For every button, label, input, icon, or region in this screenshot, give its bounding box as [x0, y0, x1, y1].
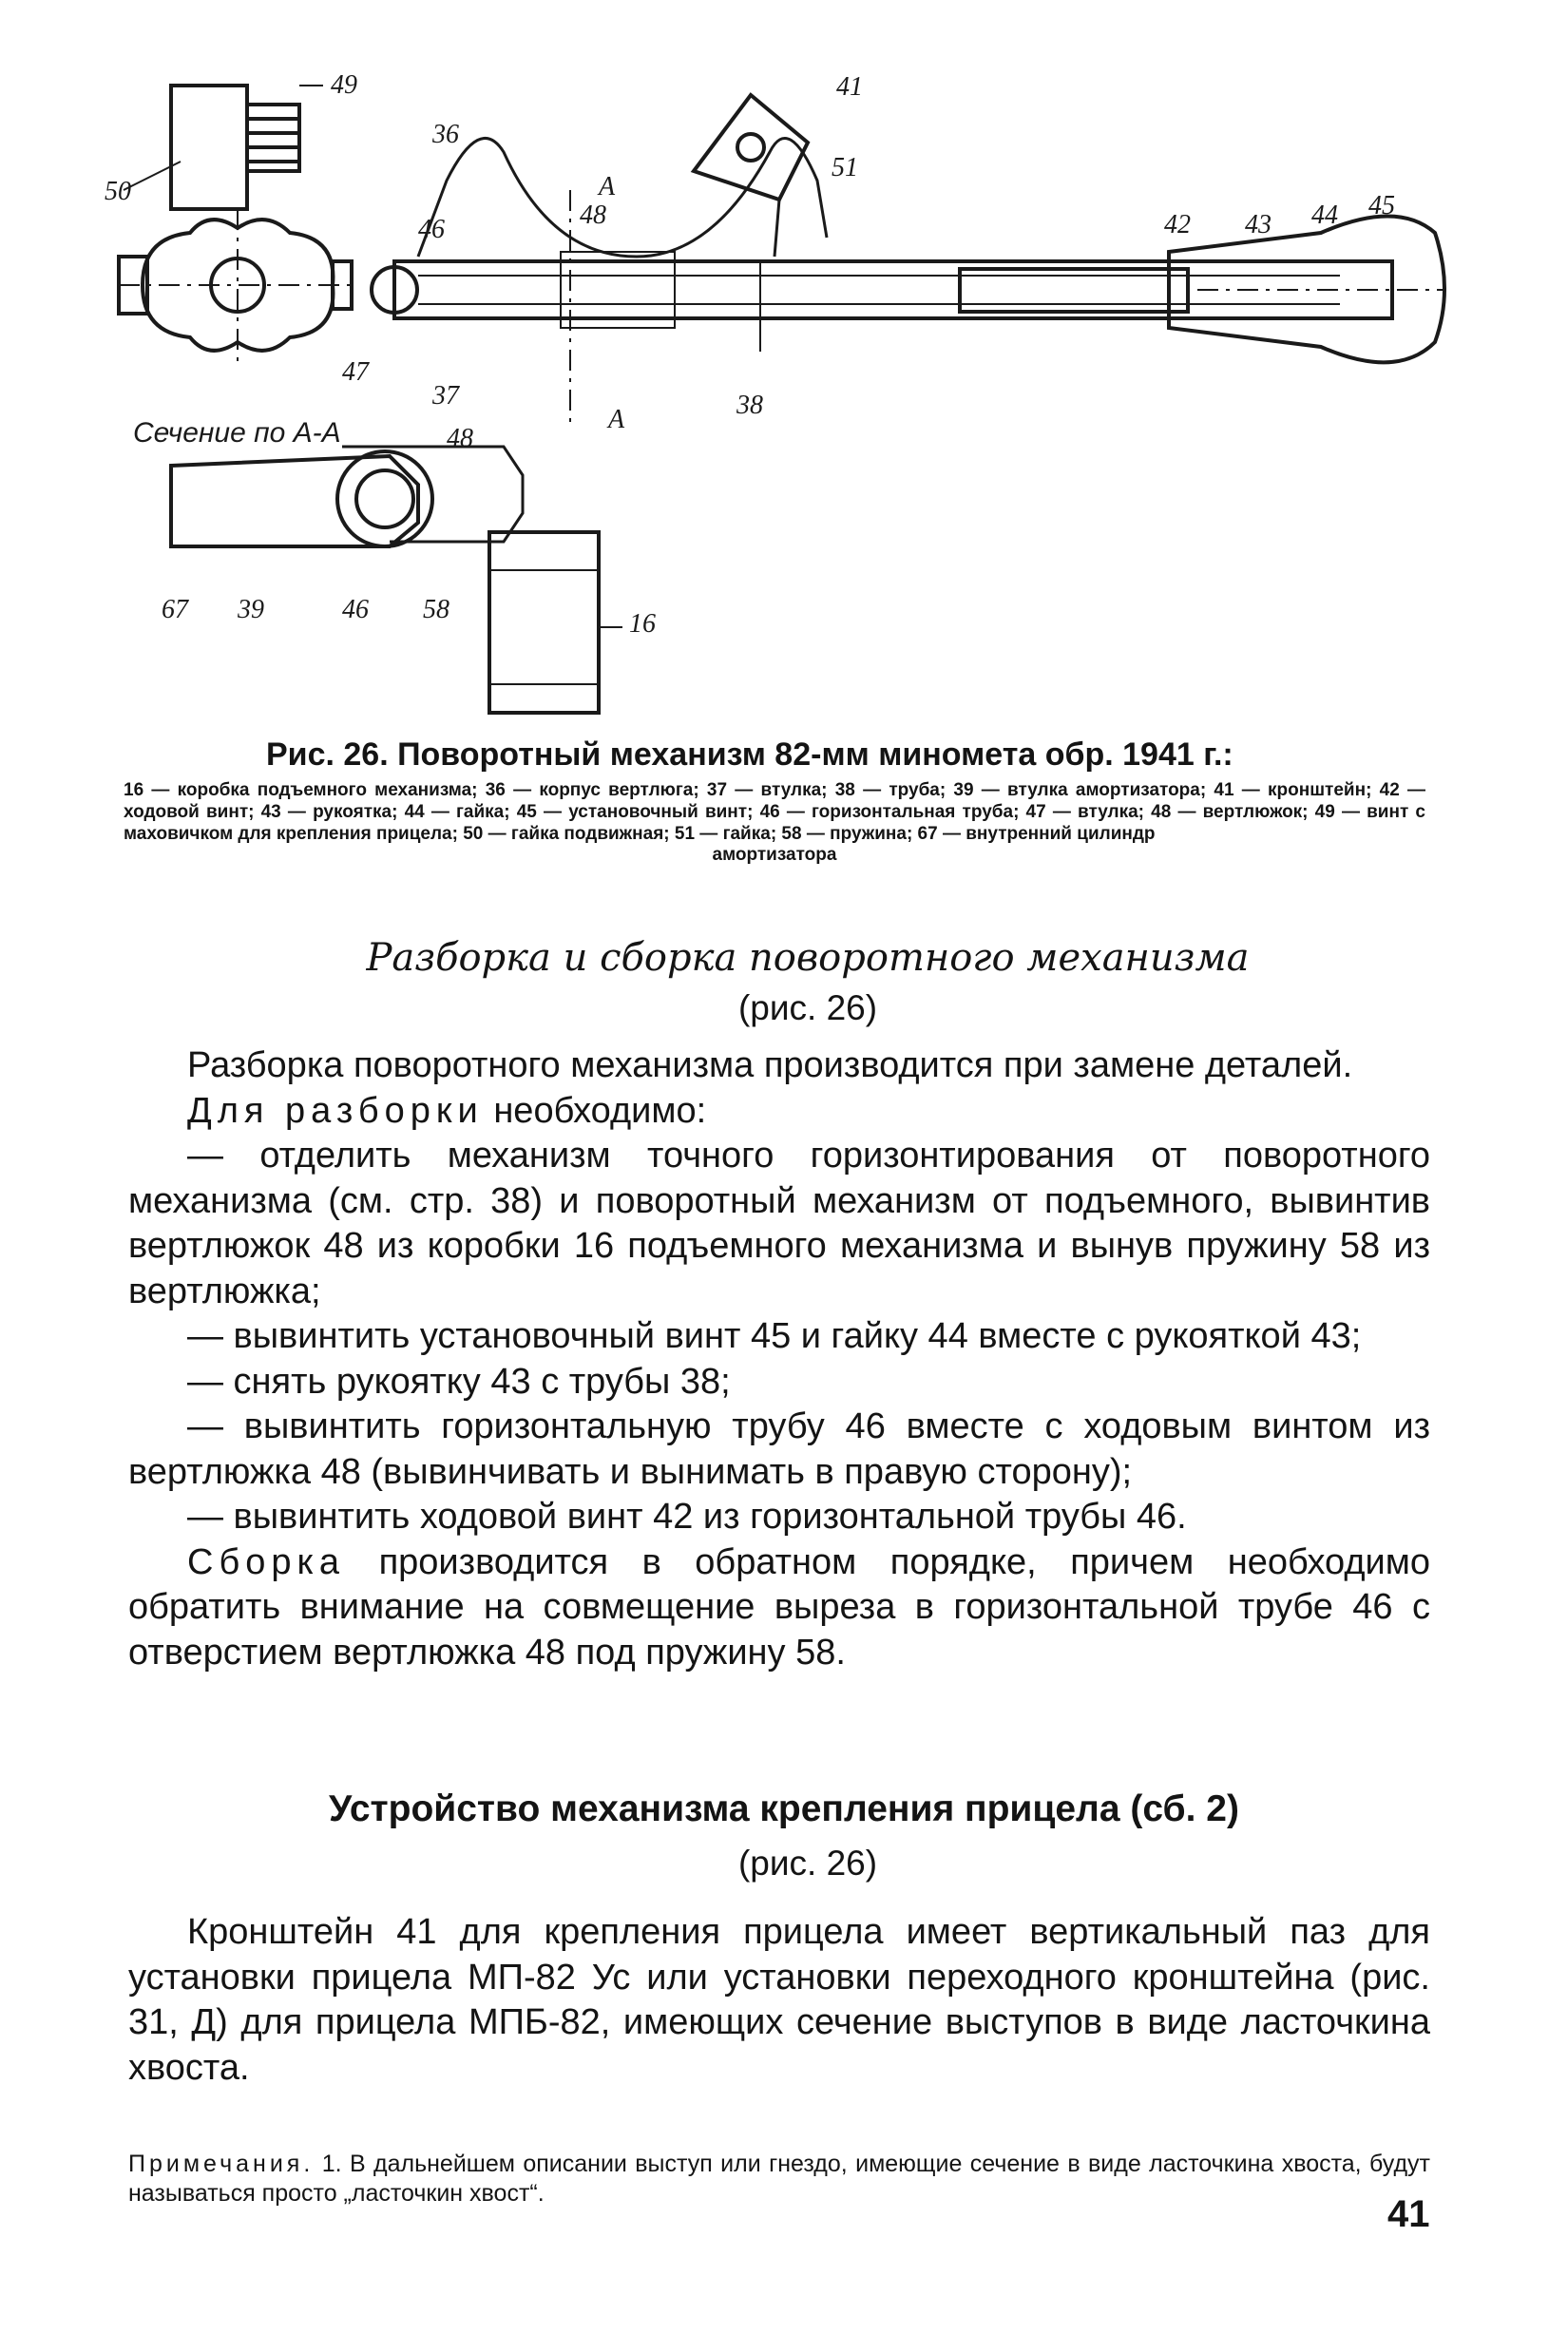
mechanism-drawing [105, 67, 1454, 732]
callout-46-top: 46 [418, 215, 445, 244]
step-1: — отделить механизм точного горизонтирования от поворотного механизма (см. стр. 38) и поворотный механизм от подъемного, вывинтив вертлюжок 48 из коробки 16 подъемного механизма и вынув пружину 58 из вертлюжка; [128, 1136, 1430, 1311]
section-label: Сечение по А-А [133, 417, 341, 449]
section-title-sight-mount: Устройство механизма крепления прицела (сб. 2) [329, 1788, 1239, 1829]
callout-41: 41 [836, 72, 863, 102]
callout-16: 16 [629, 609, 656, 639]
spaced-word-disassembly: Для разборки [187, 1090, 484, 1131]
figure-caption [124, 736, 1425, 866]
sight-mount-text [128, 1910, 1430, 2091]
callout-39: 39 [238, 595, 264, 624]
callout-38: 38 [736, 391, 763, 420]
disassembly-lead-rest: необходимо: [483, 1090, 707, 1131]
note-label: Примечания. [128, 2151, 315, 2177]
callout-48-top: 48 [580, 201, 606, 230]
caption-legend: 16 — коробка подъемного механизма; 36 — корпус вертлюга; 37 — втулка; 38 — труба; 39 — втулка амортизатора; 41 — кронштейн; 42 — ходовой винт; 43 — рукоятка; 44 — гайка; 45 — установочный винт; 46 — горизонтальная труба; 47 — втулка; 48 — вертлюжок; 49 — винт с маховичком для крепления прицела; 50 — гайка подвижная; 51 — гайка; 58 — пружина; 67 — внутренний цилиндр [124, 780, 1425, 844]
paragraph-intro: Разборка поворотного механизма производится при замене деталей. [187, 1045, 1353, 1085]
spaced-word-assembly: Сборка [187, 1541, 346, 1582]
callout-45: 45 [1368, 191, 1395, 220]
callout-42: 42 [1164, 210, 1191, 239]
box-16 [489, 532, 599, 713]
callout-58: 58 [423, 595, 449, 624]
section-title-disassembly: Разборка и сборка поворотного механизма [366, 936, 1250, 980]
bracket-36 [418, 138, 827, 257]
caption-legend-end: амортизатора [712, 845, 837, 865]
section-ref-disassembly: (рис. 26) [737, 988, 878, 1027]
figure-26-drawing [105, 67, 1454, 732]
callout-37: 37 [432, 381, 459, 411]
paragraph-bracket: Кронштейн 41 для крепления прицела имеет вертикальный паз для установки прицела МП-82 Ус или установки переходного кронштейна (рис. 31, Д) для прицела МПБ-82, имеющих сечение выступов в виде ласточкина хвоста. [128, 1912, 1430, 2088]
callout-48-section: 48 [447, 424, 473, 453]
paragraph-disassembly-lead [128, 1089, 1430, 1135]
callout-47: 47 [342, 357, 369, 387]
step-2: — вывинтить установочный винт 45 и гайку 44 вместе с рукояткой 43; [187, 1316, 1362, 1356]
callout-36: 36 [432, 120, 459, 149]
callout-A-bottom: А [608, 405, 625, 434]
footnote [128, 2150, 1430, 2209]
section-ref-sight-mount: (рис. 26) [737, 1844, 878, 1883]
knob-body [171, 86, 247, 209]
callout-46-section: 46 [342, 595, 369, 624]
paragraph-assembly [128, 1540, 1430, 1676]
callout-A-top: А [599, 172, 616, 201]
step-3: — снять рукоятку 43 с трубы 38; [187, 1361, 731, 1402]
step-4: — вывинтить горизонтальную трубу 46 вместе с ходовым винтом из вертлюжка 48 (вывинчивать и вынимать в правую сторону); [128, 1406, 1430, 1492]
caption-title: Рис. 26. Поворотный механизм 82-мм миномета обр. 1941 г.: [266, 736, 1233, 773]
callout-67: 67 [162, 595, 188, 624]
callout-49: 49 [331, 70, 357, 100]
assembly-rest: производится в обратном порядке, причем необходимо обратить внимание на совмещение выреза в горизонтальной трубе 46 с отверстием вертлюжка 48 под пружину 58. [128, 1541, 1430, 1673]
callout-50: 50 [105, 177, 131, 206]
callout-51: 51 [832, 153, 858, 182]
callout-44: 44 [1311, 201, 1338, 230]
page-number: 41 [1387, 2193, 1430, 2235]
disassembly-text [128, 1043, 1430, 1675]
step-5: — вывинтить ходовой винт 42 из горизонтальной трубы 46. [187, 1497, 1187, 1537]
callout-43: 43 [1245, 210, 1272, 239]
note-text: 1. В дальнейшем описании выступ или гнездо, имеющие сечение в виде ласточкина хвоста, будут называться просто „ласточкин хвост“. [128, 2151, 1430, 2207]
